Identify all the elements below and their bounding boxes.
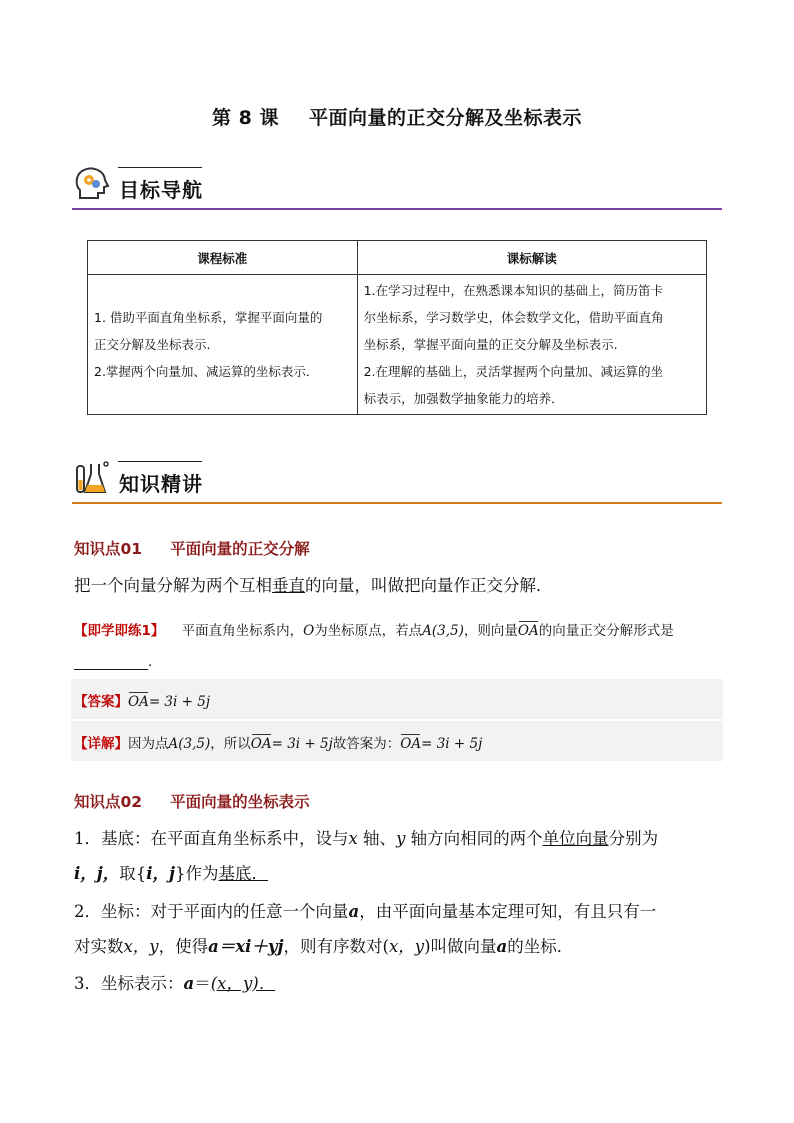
table-cell-standards: 1. 借助平面直角坐标系，掌握平面向量的 正交分解及坐标表示. 2.掌握两个向量加、减运算的坐标表示． — [88, 275, 358, 415]
kp2-item1-cont: i，j，取{i，j}作为基底． — [74, 864, 268, 883]
section-header-goals — [72, 162, 722, 210]
decor-line — [118, 167, 202, 168]
section-header-knowledge — [72, 456, 722, 504]
answer-blank-line: . — [74, 654, 724, 670]
section-title-knowledge: 知识精讲 — [119, 472, 203, 496]
kp1-definition: 把一个向量分解为两个互相垂直的向量，叫做把向量作正交分解． — [74, 576, 553, 595]
section-title-goals: 目标导航 — [119, 178, 203, 202]
lesson-number: 第 8 课 — [212, 107, 279, 129]
answer-box: 【答案】OA= 3i + 5j — [71, 679, 723, 719]
kp2-item3: 3．坐标表示：a＝(x，y)． — [74, 974, 276, 993]
table-header: 课标解读 — [357, 241, 706, 275]
kp2-item2-cont: 对实数x，y，使得a＝xi＋yj，则有序数对(x，y)叫做向量a的坐标． — [74, 937, 574, 956]
kp1-heading: 知识点01 平面向量的正交分解 — [74, 540, 310, 558]
table-row — [88, 275, 707, 415]
standards-table — [87, 240, 707, 415]
section-rule — [72, 208, 722, 210]
head-gears-icon — [72, 164, 112, 204]
kp2-item1: 1．基底：在平面直角坐标系中，设与x 轴、y 轴方向相同的两个单位向量分别为 — [74, 829, 659, 848]
detail-box: 【详解】因为点A(3,5)，所以OA= 3i + 5j故答案为：OA= 3i + 5j — [71, 721, 723, 761]
table-header: 课程标准 — [88, 241, 358, 275]
answer-blank — [74, 655, 148, 670]
kp2-item2: 2．坐标：对于平面内的任意一个向量a，由平面向量基本定理可知，有且只有一 — [74, 902, 657, 921]
kp2-heading: 知识点02 平面向量的坐标表示 — [74, 793, 310, 811]
practice-question: 【即学即练1】 平面直角坐标系内，O为坐标原点，若点A(3,5)，则向量OA的向量正交分解形式是 — [74, 623, 674, 639]
page-title — [0, 103, 794, 130]
section-rule — [72, 502, 722, 504]
table-header-row — [88, 241, 707, 275]
lesson-name: 平面向量的正交分解及坐标表示 — [308, 107, 582, 129]
table-cell-interpretation: 1.在学习过程中，在熟悉课本知识的基础上，简历笛卡 尔坐标系，学习数学史，体会数学文化，借助平面直角 坐标系，掌握平面向量的正交分解及坐标表示. 2.在理解的基础上，灵活掌握两个向量加、减运算的坐 标表示，加强数学抽象能力的培养． — [357, 275, 706, 415]
lab-flask-icon — [72, 458, 112, 498]
decor-line — [118, 461, 202, 462]
